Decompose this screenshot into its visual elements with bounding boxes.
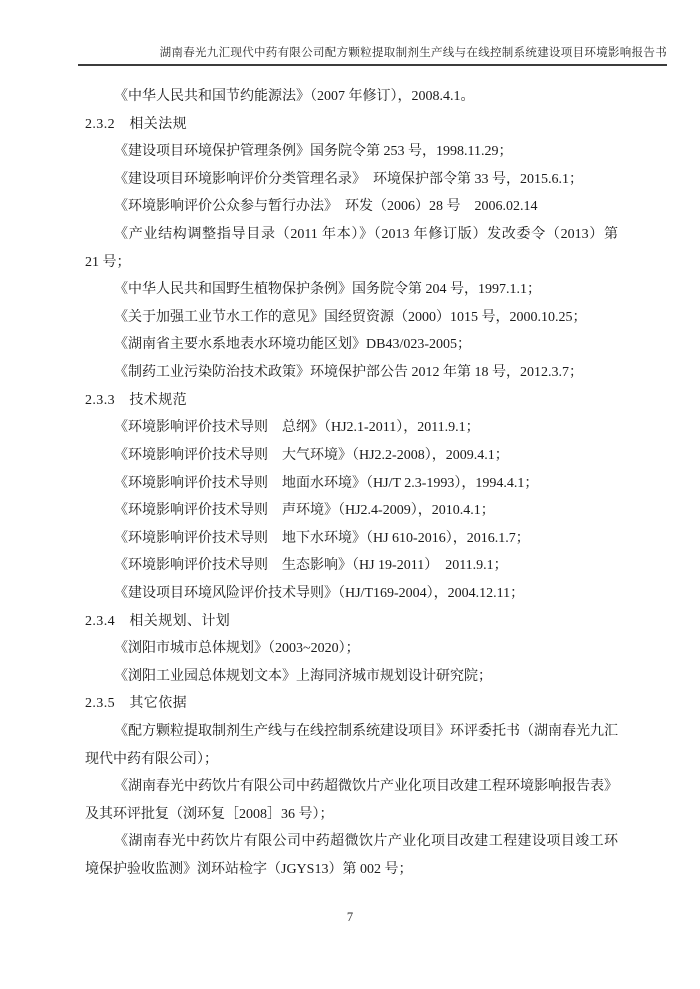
document-line: 《关于加强工业节水工作的意见》国经贸资源（2000）1015 号，2000.10.25； [114,309,587,325]
document-line: 《环境影响评价技术导则 地下水环境》（HJ 610-2016），2016.1.7； [114,530,530,546]
document-line: 《浏阳工业园总体规划文本》上海同济城市规划设计研究院； [114,668,492,684]
document-line: 《环境影响评价公众参与暂行办法》 环发（2006）28 号 2006.02.14 [114,199,538,215]
document-line: 《环境影响评价技术导则 地面水环境》（HJ/T 2.3-1993），1994.4.1； [114,475,539,491]
document-line: 《湖南省主要水系地表水环境功能区划》DB43/023-2005； [114,337,471,353]
section-heading: 2.3.3 技术规范 [85,392,187,408]
document-line: 《建设项目环境保护管理条例》国务院令第 253 号，1998.11.29； [114,144,513,160]
document-line: 《产业结构调整指导目录（2011 年本）》（2013 年修订版）发改委令（2013）第 [114,227,618,243]
document-line: 《湖南春光中药饮片有限公司中药超微饮片产业化项目改建工程环境影响报告表》 [114,779,618,795]
document-line: 《环境影响评价技术导则 生态影响》（HJ 19-2011） 2011.9.1； [114,558,508,574]
document-line: 《环境影响评价技术导则 总纲》（HJ2.1-2011），2011.9.1； [114,420,480,436]
document-body [85,83,618,884]
document-line: 《环境影响评价技术导则 大气环境》（HJ2.2-2008），2009.4.1； [114,447,509,463]
document-line: 现代中药有限公司）； [85,751,218,767]
page-header-title: 湖南春光九汇现代中药有限公司配方颗粒提取制剂生产线与在线控制系统建设项目环境影响报告书 [159,47,667,59]
document-line: 《中华人民共和国节约能源法》（2007 年修订），2008.4.1。 [114,89,475,104]
document-line: 《制药工业污染防治技术政策》环境保护部公告 2012 年第 18 号，2012.3.7； [114,365,583,381]
document-line: 《环境影响评价技术导则 声环境》（HJ2.4-2009），2010.4.1； [114,503,495,519]
section-heading: 2.3.4 相关规划、计划 [85,613,231,629]
document-line: 21 号； [85,254,131,270]
document-line: 境保护验收监测》浏环站检字（JGYS13）第 002 号； [85,862,413,878]
document-line: 及其环评批复（浏环复［2008］36 号）； [85,806,334,822]
section-heading: 2.3.5 其它依据 [85,696,187,712]
document-line: 《湖南春光中药饮片有限公司中药超微饮片产业化项目改建工程建设项目竣工环 [114,834,618,850]
document-line: 《浏阳市城市总体规划》（2003~2020）； [114,641,360,657]
section-heading: 2.3.2 相关法规 [85,116,187,132]
header-rule [78,64,667,66]
page-number: 7 [346,910,354,924]
document-line: 《中华人民共和国野生植物保护条例》国务院令第 204 号，1997.1.1； [114,282,541,298]
document-line: 《建设项目环境风险评价技术导则》（HJ/T169-2004），2004.12.11； [114,585,525,601]
document-line: 《配方颗粒提取制剂生产线与在线控制系统建设项目》环评委托书（湖南春光九汇 [114,724,618,740]
document-line: 《建设项目环境影响评价分类管理名录》 环境保护部令第 33 号，2015.6.1； [114,171,583,187]
